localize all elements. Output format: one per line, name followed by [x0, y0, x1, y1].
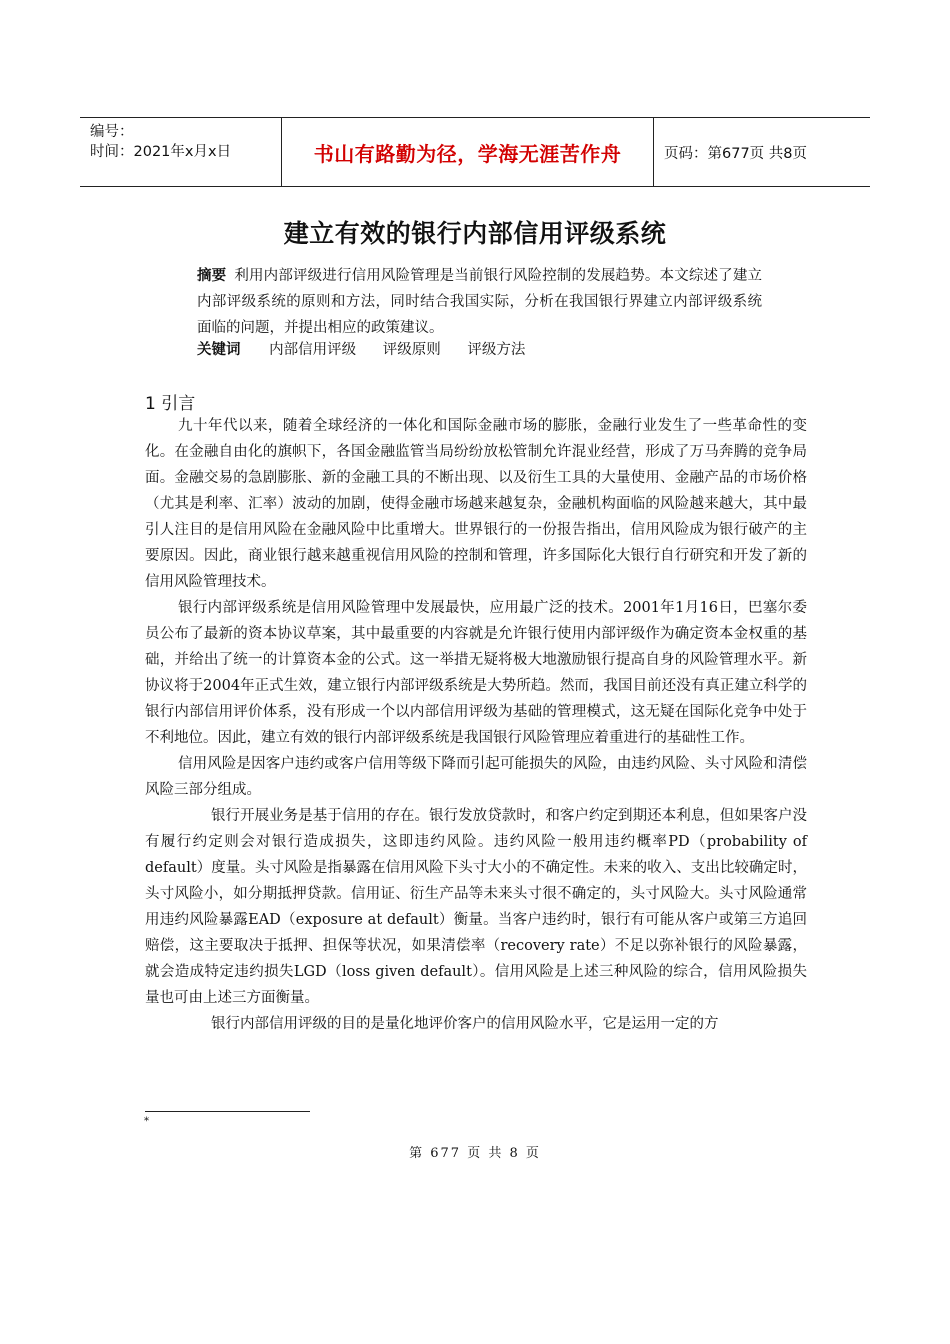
document-header: [80, 117, 870, 187]
footnote-rule: [145, 1111, 310, 1112]
section-body: [145, 413, 807, 1037]
abstract: [197, 263, 762, 341]
keyword-item: 评级原则: [382, 342, 441, 358]
header-page-info: 页码：第677页 共8页: [664, 145, 808, 162]
body-paragraph: 信用风险是因客户违约或客户信用等级下降而引起可能损失的风险，由违约风险、头寸风险和清偿风险三部分组成。: [145, 756, 807, 798]
header-motto: 书山有路勤为径，学海无涯苦作舟: [313, 141, 622, 166]
footnote-mark: *: [144, 1116, 149, 1127]
keywords: [197, 339, 762, 361]
keywords-label: 关键词: [197, 342, 241, 358]
section-heading: 1 引言: [145, 394, 196, 414]
page-footer: 第 677 页 共 8 页: [409, 1146, 541, 1161]
abstract-text: 利用内部评级进行信用风险管理是当前银行风险控制的发展趋势。本文综述了建立内部评级系统的原则和方法，同时结合我国实际，分析在我国银行界建立内部评级系统面临的问题，并提出相应的政策建议。: [197, 268, 763, 336]
body-paragraph: 九十年代以来，随着全球经济的一体化和国际金融市场的膨胀，金融行业发生了一些革命性的变化。在金融自由化的旗帜下，各国金融监管当局纷纷放松管制允许混业经营，形成了万马奔腾的竞争局面。金融交易的急剧膨胀、新的金融工具的不断出现、以及衍生工具的大量使用、金融产品的市场价格（尤其是利率、汇率）波动的加剧，使得金融市场越来越复杂，金融机构面临的风险越来越大，其中最引人注目的是信用风险在金融风险中比重增大。世界银行的一份报告指出，信用风险成为银行破产的主要原因。因此，商业银行越来越重视信用风险的控制和管理，许多国际化大银行自行研究和开发了新的信用风险管理技术。: [145, 418, 807, 590]
document-title: 建立有效的银行内部信用评级系统: [283, 219, 667, 248]
keyword-item: 评级方法: [467, 342, 526, 358]
document-number-label: 编号：: [90, 124, 134, 140]
body-paragraph: 银行内部信用评级的目的是量化地评价客户的信用风险水平，它是运用一定的方: [211, 1016, 719, 1032]
body-paragraph: 银行开展业务是基于信用的存在。银行发放贷款时，和客户约定到期还本利息，但如果客户没有履行约定则会对银行造成损失，这即违约风险。违约风险一般用违约概率PD（probability of default）度量。头寸风险是指暴露在信用风险下头寸大小的不确定性。未来的收入、支出比较确定时，头寸风险小，如分期抵押贷款。信用证、衍生产品等未来头寸很不确定的，头寸风险大。头寸风险通常用违约风险暴露EAD（exposure at default）衡量。当客户违约时，银行有可能从客户或第三方追回赔偿，这主要取决于抵押、担保等状况，如果清偿率（recovery rate）不足以弥补银行的风险暴露，就会造成特定违约损失LGD（loss given default）。信用风险是上述三种风险的综合，信用风险损失量也可由上述三方面衡量。: [145, 808, 807, 1006]
body-paragraph: 银行内部评级系统是信用风险管理中发展最快，应用最广泛的技术。2001年1月16日，巴塞尔委员公布了最新的资本协议草案，其中最重要的内容就是允许银行使用内部评级作为确定资本金权重的基础，并给出了统一的计算资本金的公式。这一举措无疑将极大地激励银行提高自身的风险管理水平。新协议将于2004年正式生效，建立银行内部评级系统是大势所趋。然而，我国目前还没有真正建立科学的银行内部信用评价体系，没有形成一个以内部信用评级为基础的管理模式，这无疑在国际化竞争中处于不利地位。因此，建立有效的银行内部评级系统是我国银行风险管理应着重进行的基础性工作。: [145, 600, 807, 746]
header-divider-right: [653, 118, 654, 186]
keyword-item: 内部信用评级: [269, 342, 357, 358]
document-time-label: 时间：2021年x月x日: [90, 144, 232, 160]
header-meta: [90, 122, 280, 162]
abstract-label: 摘要: [197, 268, 227, 284]
